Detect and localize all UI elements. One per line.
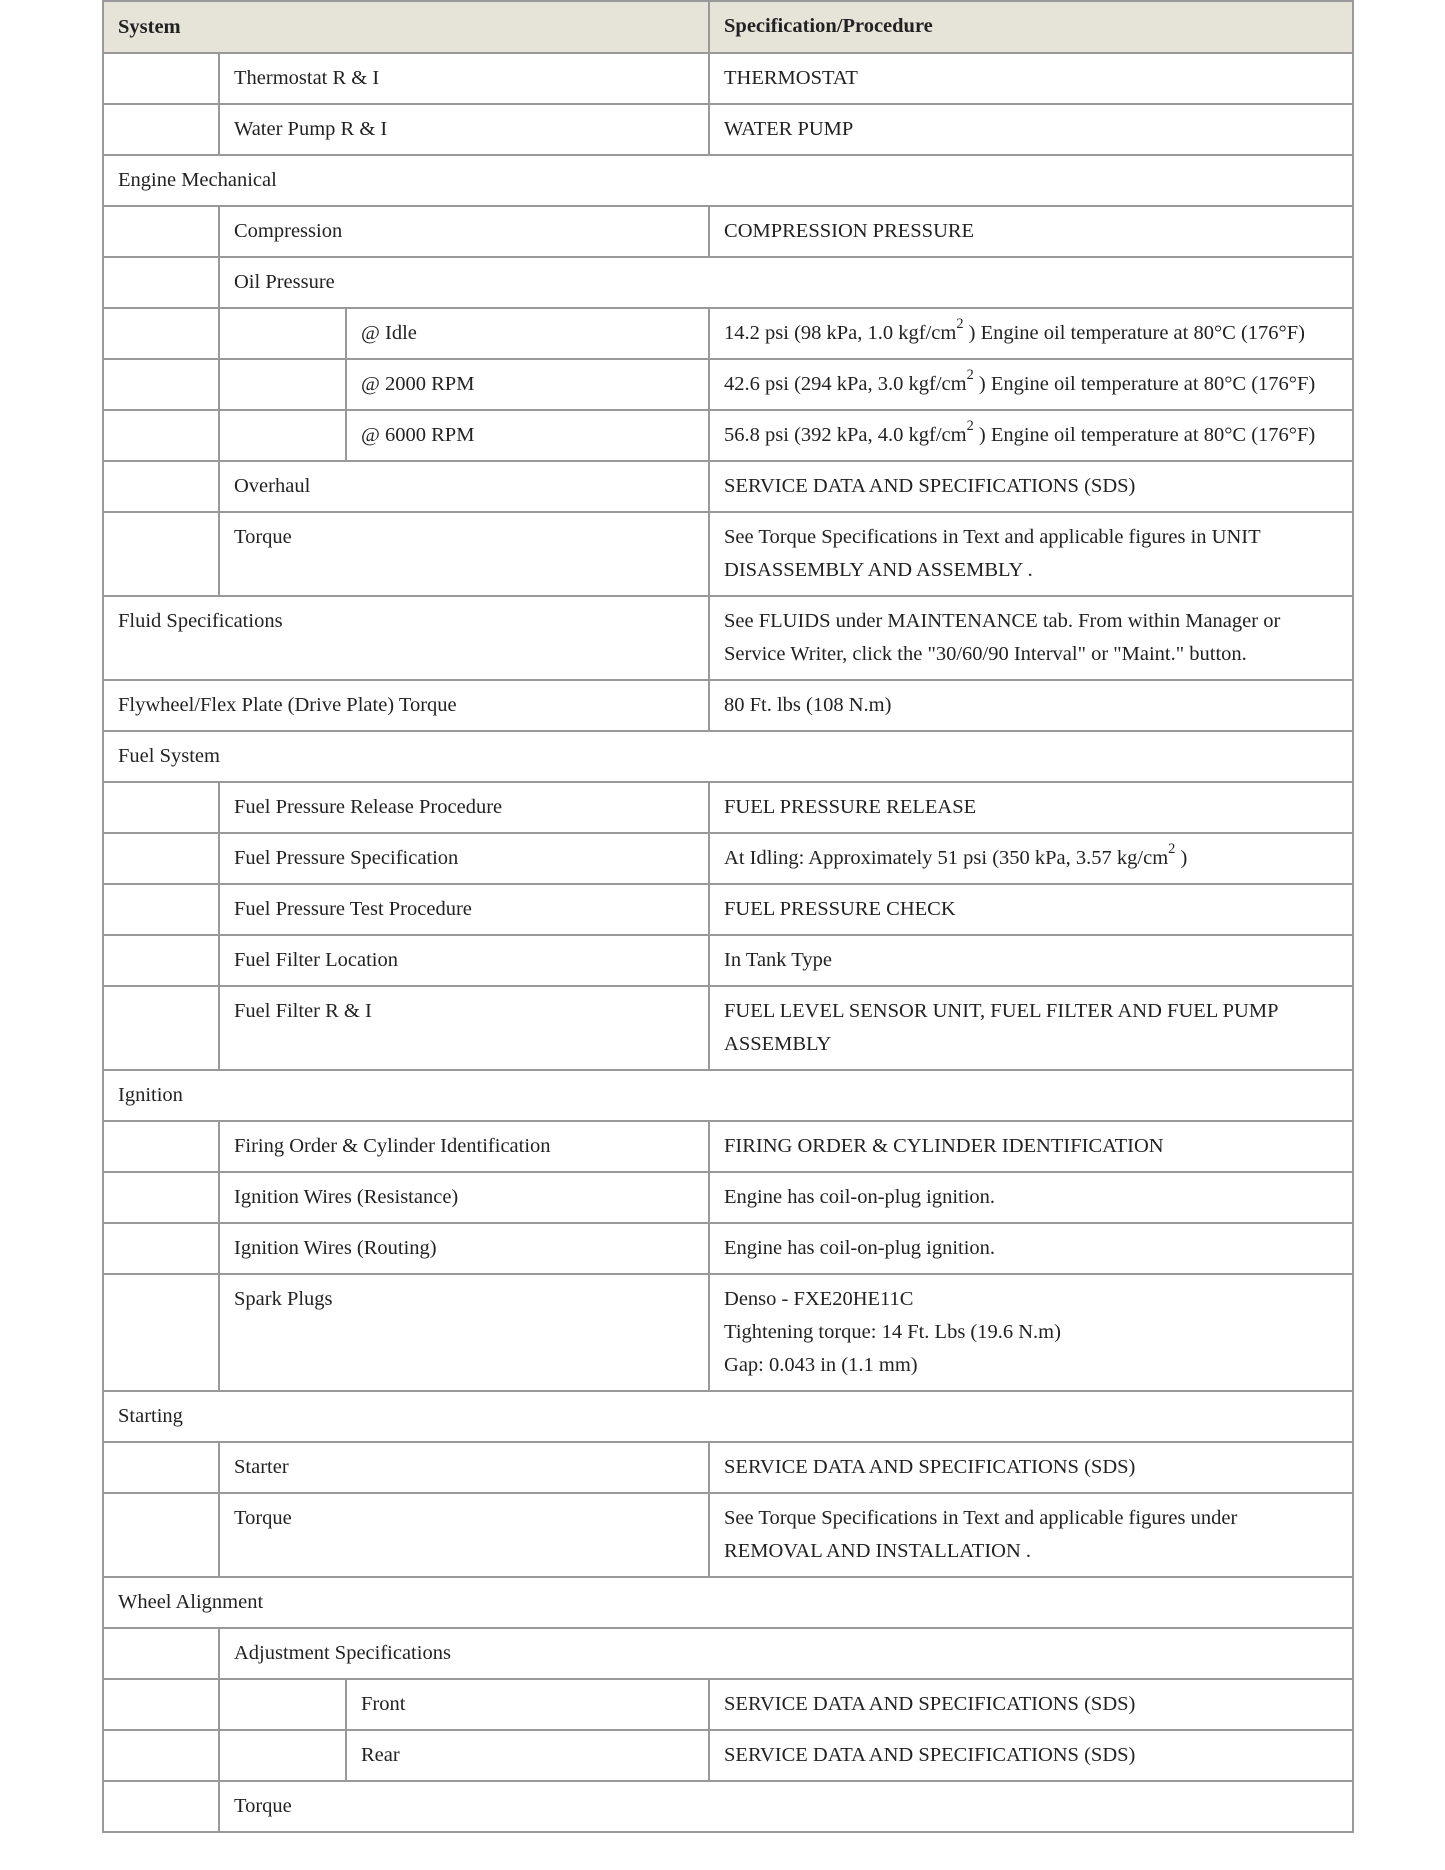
table-row <box>103 155 1353 206</box>
indent-cell <box>103 1274 219 1391</box>
indent-cell <box>219 1730 346 1781</box>
spec-text-part: 56.8 psi (392 kPa, 4.0 kgf/cm <box>724 424 967 446</box>
spec-value: 80 Ft. lbs (108 N.m) <box>709 680 1353 731</box>
spec-value <box>709 359 1353 410</box>
system-item-label: Fuel Filter Location <box>219 935 709 986</box>
spec-value: SERVICE DATA AND SPECIFICATIONS (SDS) <box>709 1442 1353 1493</box>
spec-text-part: 42.6 psi (294 kPa, 3.0 kgf/cm <box>724 373 967 395</box>
indent-cell <box>103 104 219 155</box>
indent-cell <box>103 1442 219 1493</box>
superscript: 2 <box>966 367 974 384</box>
table-row <box>103 1781 1353 1832</box>
system-item-label: @ 2000 RPM <box>346 359 709 410</box>
indent-cell <box>103 359 219 410</box>
table-row <box>103 1121 1353 1172</box>
table-row <box>103 1274 1353 1391</box>
indent-cell <box>103 935 219 986</box>
superscript: 2 <box>956 316 964 333</box>
spec-text-part: ) <box>1175 847 1188 869</box>
table-row <box>103 257 1353 308</box>
system-section-label: Ignition <box>103 1070 1353 1121</box>
spec-value: Engine has coil-on-plug ignition. <box>709 1223 1353 1274</box>
table-row <box>103 53 1353 104</box>
system-item-label: Starter <box>219 1442 709 1493</box>
spec-column-header: Specification/Procedure <box>709 1 1353 53</box>
spec-text-part: ) Engine oil temperature at 80°C (176°F) <box>963 322 1305 344</box>
spec-text-part: ) Engine oil temperature at 80°C (176°F) <box>973 424 1316 446</box>
indent-cell <box>103 1679 219 1730</box>
spec-value: FIRING ORDER & CYLINDER IDENTIFICATION <box>709 1121 1353 1172</box>
table-row <box>103 833 1353 884</box>
system-section-label: Engine Mechanical <box>103 155 1353 206</box>
system-item-label: Firing Order & Cylinder Identification <box>219 1121 709 1172</box>
indent-cell <box>103 1493 219 1577</box>
table-row <box>103 1172 1353 1223</box>
superscript: 2 <box>1168 841 1176 858</box>
spec-value: FUEL PRESSURE CHECK <box>709 884 1353 935</box>
table-row <box>103 1730 1353 1781</box>
table-body <box>103 53 1353 1832</box>
spec-value: SERVICE DATA AND SPECIFICATIONS (SDS) <box>709 1679 1353 1730</box>
system-item-label: Fuel Filter R & I <box>219 986 709 1070</box>
system-item-label: Compression <box>219 206 709 257</box>
system-item-label: Spark Plugs <box>219 1274 709 1391</box>
table-row <box>103 731 1353 782</box>
spec-value: THERMOSTAT <box>709 53 1353 104</box>
spec-value: Engine has coil-on-plug ignition. <box>709 1172 1353 1223</box>
indent-cell <box>103 512 219 596</box>
spec-line: Denso - FXE20HE11C <box>724 1288 914 1310</box>
spec-value: In Tank Type <box>709 935 1353 986</box>
indent-cell <box>103 1628 219 1679</box>
spec-value: See Torque Specifications in Text and applicable figures under REMOVAL AND INSTALLATION . <box>709 1493 1353 1577</box>
table-row <box>103 206 1353 257</box>
table-row <box>103 1070 1353 1121</box>
indent-cell <box>103 833 219 884</box>
indent-cell <box>219 308 346 359</box>
table-row <box>103 410 1353 461</box>
indent-cell <box>103 308 219 359</box>
system-item-label: Fuel Pressure Specification <box>219 833 709 884</box>
system-item-label: Torque <box>219 512 709 596</box>
table-row <box>103 104 1353 155</box>
indent-cell <box>103 257 219 308</box>
table-header-row <box>103 1 1353 53</box>
spec-value: FUEL PRESSURE RELEASE <box>709 782 1353 833</box>
spec-text-part: 14.2 psi (98 kPa, 1.0 kgf/cm <box>724 322 957 344</box>
indent-cell <box>103 1730 219 1781</box>
table-row <box>103 512 1353 596</box>
spec-value <box>709 833 1353 884</box>
indent-cell <box>103 986 219 1070</box>
table-row <box>103 1442 1353 1493</box>
table-row <box>103 935 1353 986</box>
indent-cell <box>103 1172 219 1223</box>
table-row <box>103 1577 1353 1628</box>
spec-value: FUEL LEVEL SENSOR UNIT, FUEL FILTER AND FUEL PUMP ASSEMBLY <box>709 986 1353 1070</box>
system-section-label: Fluid Specifications <box>103 596 709 680</box>
table-row <box>103 680 1353 731</box>
superscript: 2 <box>966 418 974 435</box>
system-section-label: Wheel Alignment <box>103 1577 1353 1628</box>
indent-cell <box>103 782 219 833</box>
spec-value: See Torque Specifications in Text and applicable figures in UNIT DISASSEMBLY AND ASSEMBLY . <box>709 512 1353 596</box>
table-row <box>103 1493 1353 1577</box>
table-row <box>103 359 1353 410</box>
spec-line: Gap: 0.043 in (1.1 mm) <box>724 1354 918 1376</box>
system-item-label: @ 6000 RPM <box>346 410 709 461</box>
indent-cell <box>103 461 219 512</box>
table-row <box>103 1391 1353 1442</box>
system-item-label: Fuel Pressure Test Procedure <box>219 884 709 935</box>
table-row <box>103 596 1353 680</box>
table-row <box>103 1223 1353 1274</box>
indent-cell <box>103 1781 219 1832</box>
system-item-label: Overhaul <box>219 461 709 512</box>
indent-cell <box>103 206 219 257</box>
table-row <box>103 986 1353 1070</box>
table-row <box>103 461 1353 512</box>
spec-value: SERVICE DATA AND SPECIFICATIONS (SDS) <box>709 461 1353 512</box>
table-row <box>103 1679 1353 1730</box>
table-row <box>103 1628 1353 1679</box>
system-item-label: Ignition Wires (Resistance) <box>219 1172 709 1223</box>
spec-value <box>709 308 1353 359</box>
specification-table <box>102 0 1354 1833</box>
system-item-label: Rear <box>346 1730 709 1781</box>
indent-cell <box>103 53 219 104</box>
system-item-label: Fuel Pressure Release Procedure <box>219 782 709 833</box>
system-item-label: Ignition Wires (Routing) <box>219 1223 709 1274</box>
spec-line: Tightening torque: 14 Ft. Lbs (19.6 N.m) <box>724 1321 1061 1343</box>
indent-cell <box>219 359 346 410</box>
indent-cell <box>103 1121 219 1172</box>
table-row <box>103 308 1353 359</box>
system-item-label: Thermostat R & I <box>219 53 709 104</box>
system-section-label: Flywheel/Flex Plate (Drive Plate) Torque <box>103 680 709 731</box>
spec-text-part: ) Engine oil temperature at 80°C (176°F) <box>973 373 1316 395</box>
spec-value: SERVICE DATA AND SPECIFICATIONS (SDS) <box>709 1730 1353 1781</box>
system-section-label: Starting <box>103 1391 1353 1442</box>
system-item-label: @ Idle <box>346 308 709 359</box>
system-item-label: Torque <box>219 1493 709 1577</box>
spec-value <box>709 1274 1353 1391</box>
table-row <box>103 782 1353 833</box>
spec-value: WATER PUMP <box>709 104 1353 155</box>
system-item-label: Adjustment Specifications <box>219 1628 1353 1679</box>
system-section-label: Fuel System <box>103 731 1353 782</box>
system-column-header: System <box>103 1 709 53</box>
spec-value: See FLUIDS under MAINTENANCE tab. From within Manager or Service Writer, click the "30/60/90 Interval" or "Maint." button. <box>709 596 1353 680</box>
indent-cell <box>103 884 219 935</box>
spec-value: COMPRESSION PRESSURE <box>709 206 1353 257</box>
indent-cell <box>103 410 219 461</box>
system-item-label: Torque <box>219 1781 1353 1832</box>
indent-cell <box>219 1679 346 1730</box>
system-item-label: Oil Pressure <box>219 257 1353 308</box>
indent-cell <box>103 1223 219 1274</box>
spec-text-part: At Idling: Approximately 51 psi (350 kPa, 3.57 kg/cm <box>724 847 1169 869</box>
system-item-label: Front <box>346 1679 709 1730</box>
system-item-label: Water Pump R & I <box>219 104 709 155</box>
spec-value <box>709 410 1353 461</box>
indent-cell <box>219 410 346 461</box>
table-row <box>103 884 1353 935</box>
